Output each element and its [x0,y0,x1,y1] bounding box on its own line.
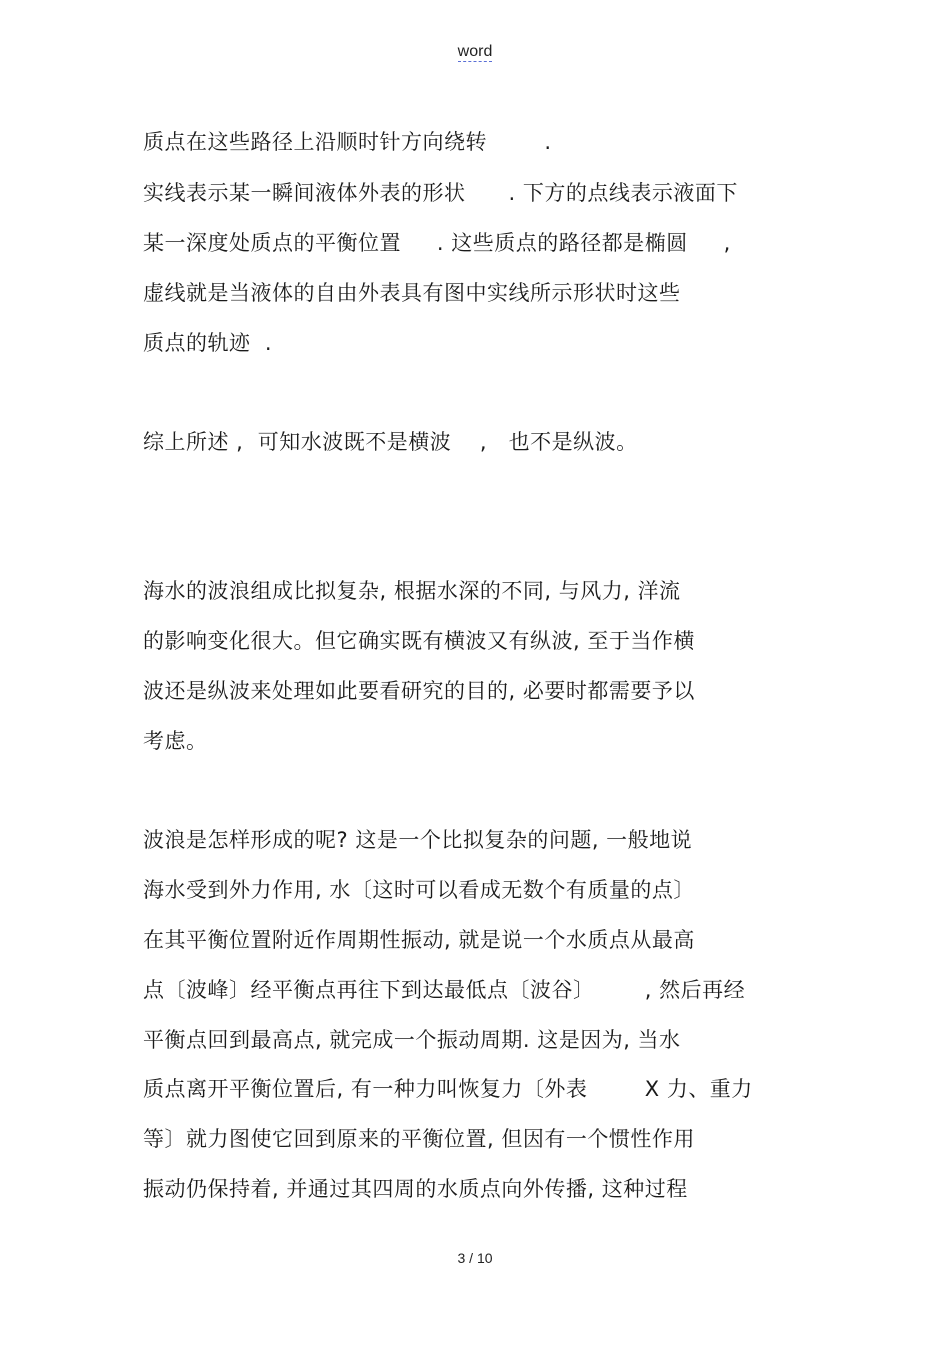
body-line: 振动仍保持着, 并通过其四周的水质点向外传播, 这种过程 [143,1177,688,1201]
body-line: 虚线就是当液体的自由外表具有图中实线所示形状时这些 [143,281,681,305]
body-line: 的影响变化很大。但它确实既有横波又有纵波, 至于当作横 [143,629,695,653]
body-line: 海水的波浪组成比拟复杂, 根据水深的不同, 与风力, 洋流 [143,579,681,603]
body-line: 海水受到外力作用, 水〔这时可以看成无数个有质量的点〕 [143,878,695,902]
page-header [0,43,950,61]
body-line: 点〔波峰〕经平衡点再往下到达最低点〔波谷〕 , 然后再经 [143,978,746,1002]
body-line: 波浪是怎样形成的呢? 这是一个比拟复杂的问题, 一般地说 [143,828,693,852]
body-line: 质点的轨迹 . [143,331,273,355]
body-line: 考虑。 [143,729,208,753]
body-line: 在其平衡位置附近作周期性振动, 就是说一个水质点从最高 [143,928,695,952]
body-line: 综上所述 , 可知水波既不是横波 , 也不是纵波。 [143,430,638,454]
body-line: 实线表示某一瞬间液体外表的形状 . 下方的点线表示液面下 [143,181,738,205]
body-line: 质点在这些路径上沿顺时针方向绕转 . [143,130,552,154]
page-number: 3 / 10 [457,1250,493,1266]
body-line: 平衡点回到最高点, 就完成一个振动周期. 这是因为, 当水 [143,1028,681,1052]
body-line: 某一深度处质点的平衡位置 . 这些质点的路径都是椭圆 , [143,231,731,255]
body-line: 质点离开平衡位置后, 有一种力叫恢复力〔外表 X 力、重力 [143,1077,753,1101]
header-text: word [457,43,493,60]
body-line: 等〕就力图使它回到原来的平衡位置, 但因有一个惯性作用 [143,1127,695,1151]
body-line: 波还是纵波来处理如此要看研究的目的, 必要时都需要予以 [143,679,695,703]
